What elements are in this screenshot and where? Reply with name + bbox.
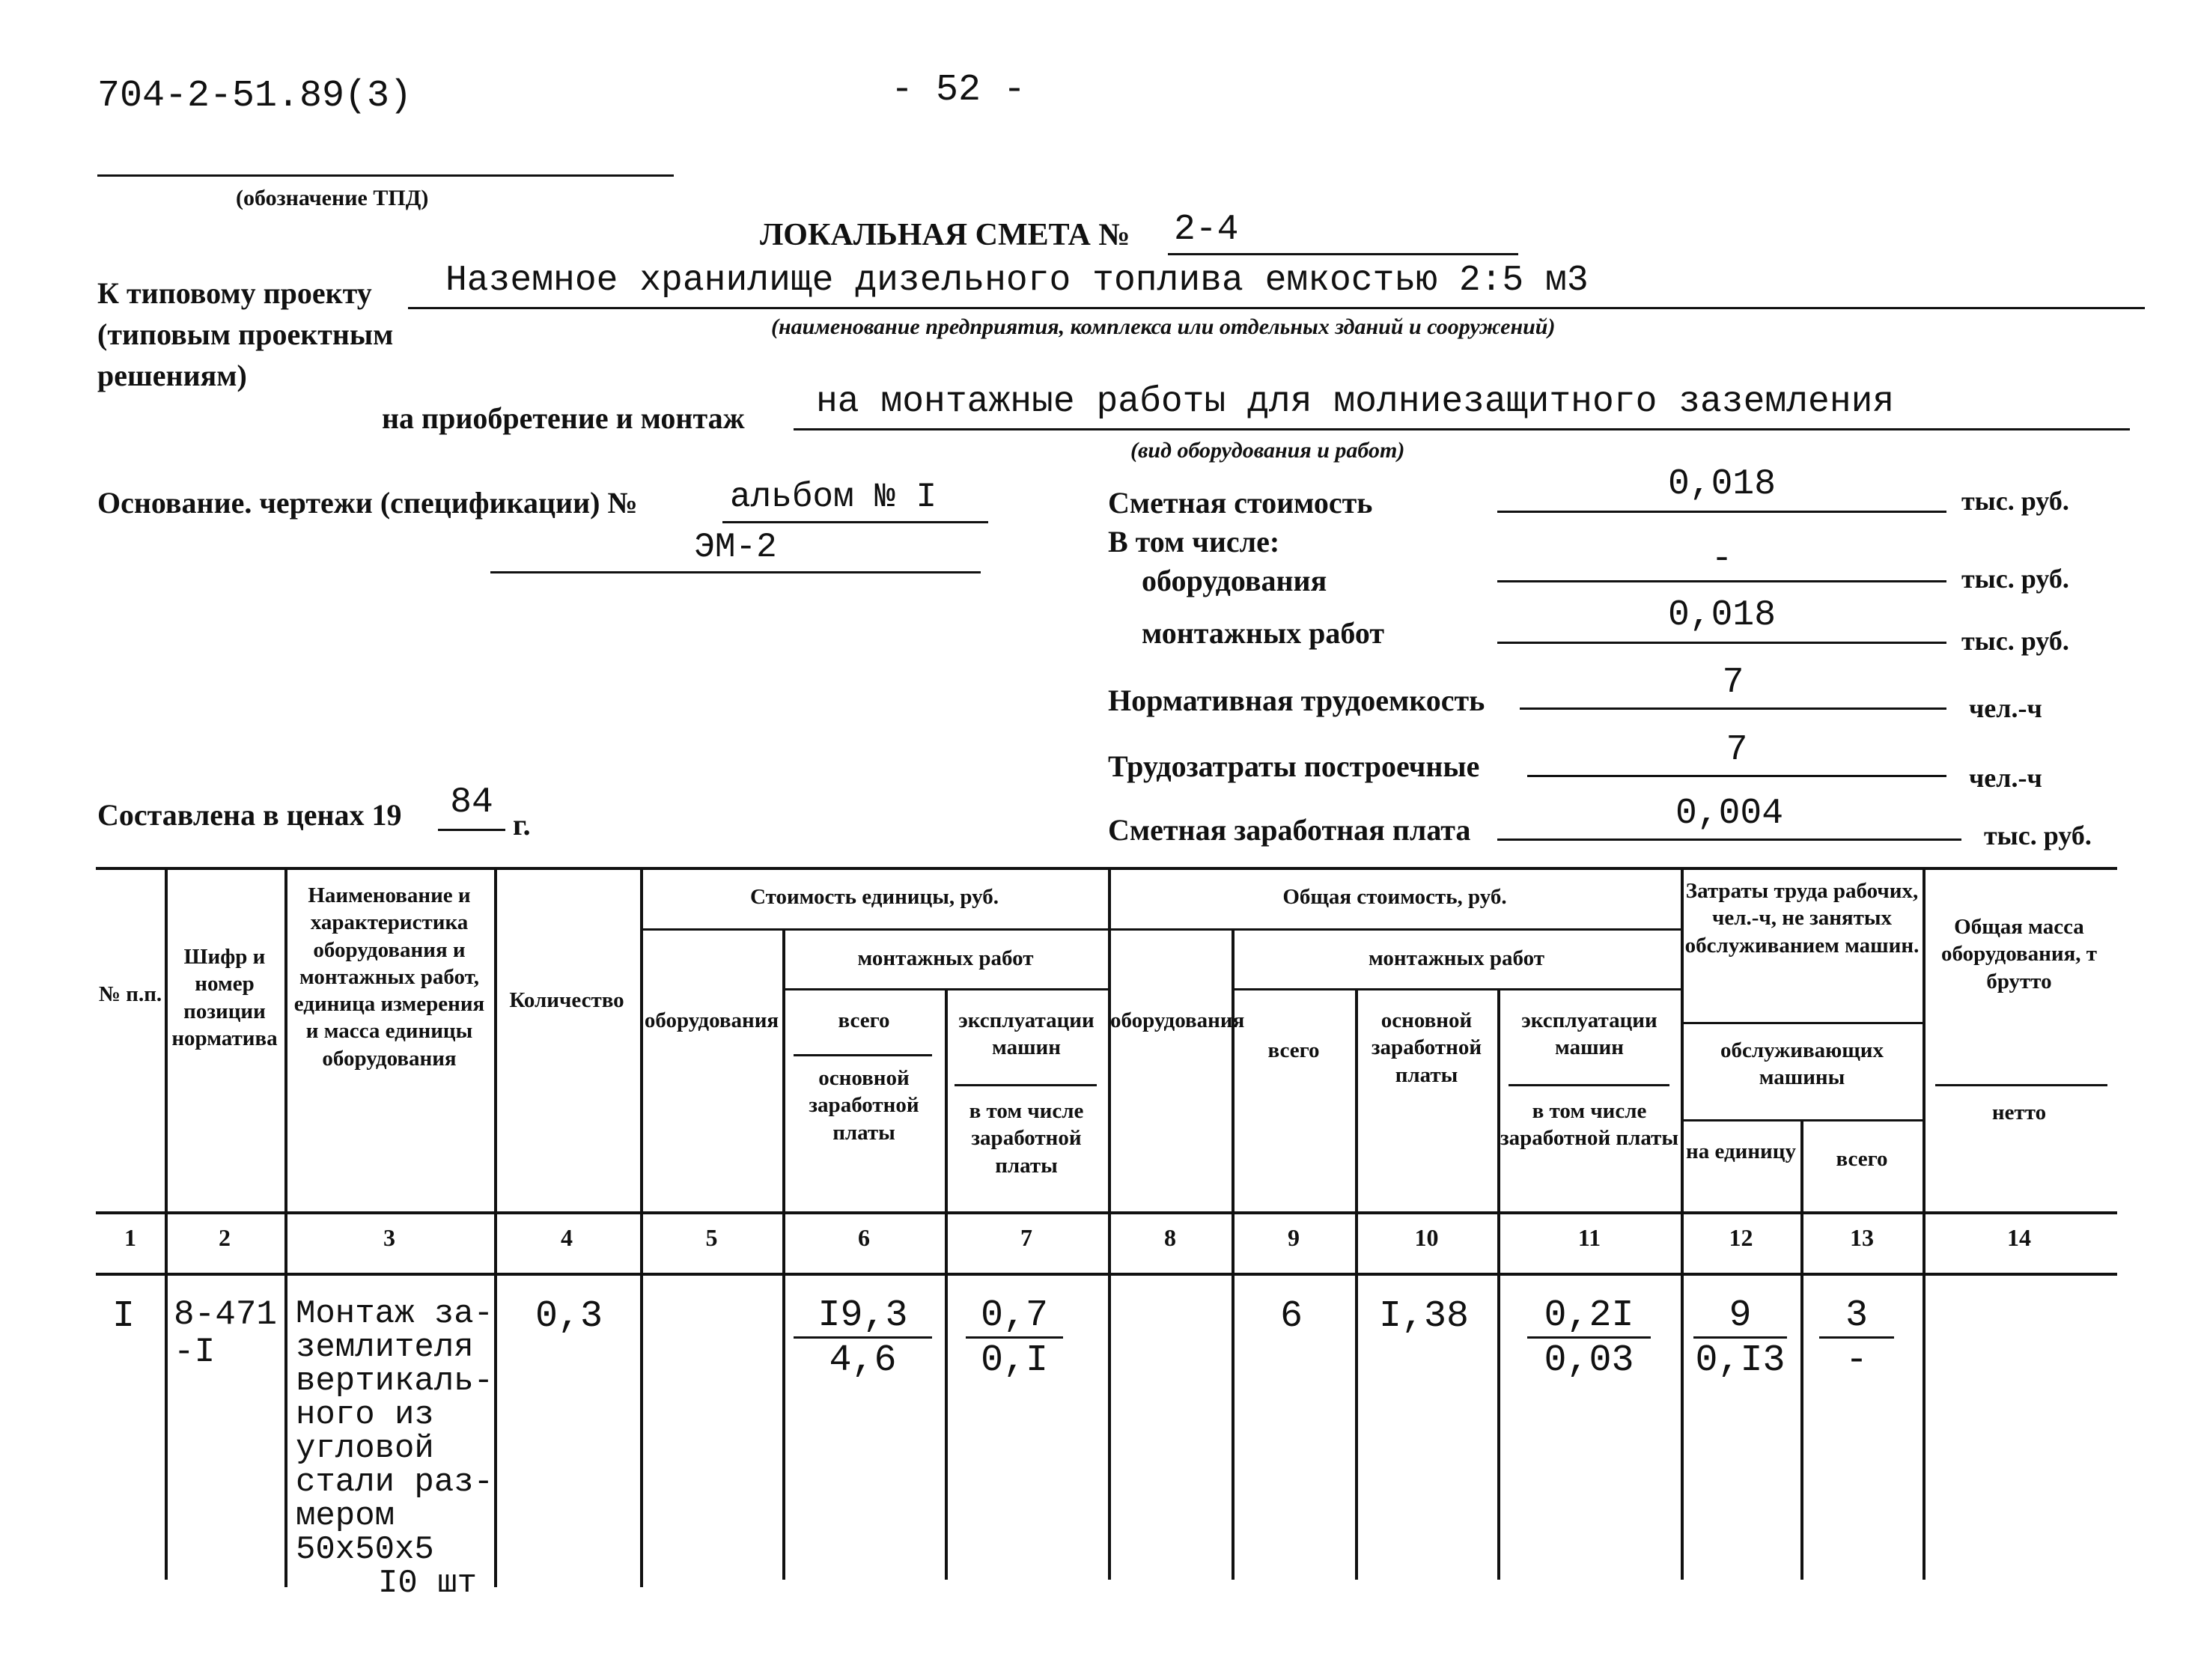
project-caption: (наименование предприятия, комплекса или отдельных зданий и сооружений)	[771, 314, 1556, 339]
row-name-line: стали раз-	[296, 1464, 494, 1501]
header-total-machines-wage: в том числе заработной платы	[1500, 1099, 1679, 1151]
header-mass-gross: Общая масса оборудования, т брутто	[1941, 915, 2097, 993]
row-unit-mount-wage: 4,6	[829, 1339, 897, 1382]
summary-label-0: Сметная стоимость	[1108, 486, 1373, 520]
header-code: Шифр и номер позиции норматива	[171, 945, 278, 1050]
numbers-bottom-border	[96, 1273, 2117, 1276]
project-label-3: решениям)	[97, 359, 247, 392]
header-unit-machines: эксплуатации машин	[958, 1008, 1095, 1060]
row-labor-per-unit-machines: 0,I3	[1695, 1339, 1786, 1382]
column-number: 1	[124, 1224, 136, 1251]
column-number: 14	[2007, 1224, 2031, 1251]
row-number: I	[112, 1295, 136, 1338]
header-total-wage: основной заработной платы	[1371, 1008, 1482, 1087]
column-number: 4	[561, 1224, 573, 1251]
header-unit-mount-total: всего	[838, 1008, 890, 1032]
header-unit-cost: Стоимость единицы, руб.	[750, 885, 999, 909]
row-unit-mount-total: I9,3	[794, 1295, 932, 1339]
project-value: Наземное хранилище дизельного топлива емкостью 2:5 м3	[408, 261, 2145, 309]
summary-label-4: Нормативная трудоемкость	[1108, 684, 1485, 717]
column-number: 6	[858, 1224, 870, 1251]
header-unit-mount: монтажных работ	[857, 946, 1034, 970]
column-number: 13	[1850, 1224, 1874, 1251]
row-name-line: ного из	[296, 1396, 434, 1434]
purchase-label: на приобретение и монтаж	[382, 401, 745, 435]
tpd-caption: (обозначение ТПД)	[236, 186, 429, 210]
row-divider	[1232, 988, 1681, 990]
summary-value-3: 0,018	[1497, 595, 1946, 644]
header-labor-per-unit: на единицу	[1686, 1139, 1796, 1163]
project-label-1: К типовому проекту	[97, 276, 372, 310]
prices-label: Составлена в ценах 19	[97, 798, 402, 832]
summary-label-3: монтажных работ	[1142, 616, 1385, 650]
header-unit-mount-wage: основной заработной платы	[809, 1066, 919, 1145]
header-mass-net: нетто	[1991, 1101, 2047, 1124]
header-labor: Затраты труда рабочих, чел.-ч, не занятых обслуживанием машин.	[1684, 879, 1920, 958]
header-total-mount: монтажных работ	[1369, 946, 1544, 970]
summary-unit-6: тыс. руб.	[1984, 821, 2092, 850]
header-total-equipment: оборудования	[1110, 1008, 1245, 1032]
summary-value-4: 7	[1520, 663, 1946, 710]
column-number: 9	[1288, 1224, 1300, 1251]
row-total-machines	[1527, 1295, 1651, 1384]
prices-year: 84	[438, 782, 505, 831]
row-name-line: I0 шт	[378, 1565, 478, 1602]
col-divider	[945, 988, 948, 1580]
row-total-machines-wage: 0,03	[1544, 1339, 1634, 1382]
page-number: - 52 -	[891, 69, 1026, 112]
row-name-line: 50х50х5	[296, 1531, 434, 1568]
basis-value-1: альбом № I	[722, 478, 988, 523]
row-total-mount: 6	[1280, 1295, 1303, 1338]
purchase-caption: (вид оборудования и работ)	[1130, 438, 1405, 463]
row-labor-total-machines: -	[1845, 1339, 1868, 1382]
summary-value-6: 0,004	[1497, 794, 1961, 841]
summary-value-2: -	[1497, 539, 1946, 582]
row-divider	[1509, 1084, 1669, 1086]
row-divider	[1935, 1084, 2107, 1086]
header-labor-total: всего	[1836, 1147, 1888, 1171]
column-number: 11	[1577, 1224, 1601, 1251]
row-name-line: Монтаж за-	[296, 1295, 494, 1333]
summary-unit-0: тыс. руб.	[1961, 486, 2069, 516]
row-code-2: -I	[174, 1333, 216, 1372]
header-total-machines: эксплуатации машин	[1521, 1008, 1657, 1060]
document-code: 704-2-51.89(3)	[97, 75, 413, 118]
summary-unit-4: чел.-ч	[1969, 693, 2042, 723]
purchase-value: на монтажные работы для молниезащитного заземления	[794, 382, 2130, 430]
summary-value-0: 0,018	[1497, 464, 1946, 513]
column-number: 12	[1729, 1224, 1753, 1251]
row-divider	[794, 1054, 932, 1056]
row-name-line: мером	[296, 1497, 395, 1535]
row-labor-total	[1819, 1295, 1894, 1384]
row-unit-mount	[794, 1295, 932, 1384]
row-labor-total-value: 3	[1819, 1295, 1894, 1339]
row-total-machines-total: 0,2I	[1527, 1295, 1651, 1339]
header-unit-equipment: оборудования	[644, 1008, 779, 1032]
row-labor-per-unit-value: 9	[1693, 1295, 1787, 1339]
row-unit-machines	[966, 1295, 1063, 1384]
header-bottom-border	[96, 1211, 2117, 1214]
row-quantity: 0,3	[535, 1295, 603, 1338]
summary-label-1: В том числе:	[1108, 525, 1280, 559]
row-unit-machines-wage: 0,I	[980, 1339, 1048, 1382]
row-code-1: 8-471	[174, 1295, 278, 1334]
row-name-line: вертикаль-	[296, 1363, 494, 1400]
col-divider	[1800, 1119, 1803, 1580]
header-num: № п.п.	[98, 982, 162, 1006]
summary-unit-5: чел.-ч	[1969, 763, 2042, 793]
table-top-border	[96, 867, 2117, 870]
summary-label-5: Трудозатраты построечные	[1108, 749, 1480, 783]
basis-label: Основание. чертежи (спецификации) №	[97, 486, 638, 520]
column-number: 5	[705, 1224, 718, 1251]
row-divider	[640, 928, 1681, 931]
row-total-wage: I,38	[1379, 1295, 1470, 1338]
column-number: 7	[1020, 1224, 1032, 1251]
project-label-2: (типовым проектным	[97, 317, 394, 351]
estimate-title: ЛОКАЛЬНАЯ СМЕТА №	[760, 218, 1130, 252]
estimate-number: 2-4	[1168, 210, 1518, 255]
row-name-line: землителя	[296, 1329, 474, 1366]
tpd-underline	[97, 174, 674, 177]
summary-label-2: оборудования	[1142, 564, 1327, 597]
row-unit-machines-total: 0,7	[966, 1295, 1063, 1339]
header-quantity: Количество	[509, 988, 624, 1012]
header-total-cost: Общая стоимость, руб.	[1282, 885, 1507, 909]
column-number: 10	[1414, 1224, 1439, 1251]
row-divider	[955, 1084, 1097, 1086]
summary-unit-2: тыс. руб.	[1961, 564, 2069, 594]
column-number: 3	[383, 1224, 395, 1251]
col-divider	[1497, 988, 1500, 1580]
header-name: Наименование и характеристика оборудования и монтажных работ, единица измерения и масса единицы оборудования	[293, 883, 485, 1071]
row-name-line: угловой	[296, 1430, 434, 1467]
row-labor-per-unit	[1693, 1295, 1787, 1384]
row-divider	[1681, 1022, 1923, 1024]
summary-value-5: 7	[1527, 730, 1946, 777]
prices-suffix: г.	[513, 808, 531, 841]
basis-value-2: ЭМ-2	[490, 528, 981, 573]
column-number: 8	[1164, 1224, 1176, 1251]
header-labor-machines: обслуживающих машины	[1720, 1038, 1884, 1090]
summary-unit-3: тыс. руб.	[1961, 626, 2069, 656]
column-number: 2	[219, 1224, 231, 1251]
header-unit-machines-wage: в том числе заработной платы	[969, 1099, 1084, 1178]
header-total-mount-all: всего	[1267, 1038, 1320, 1062]
row-divider	[1681, 1119, 1923, 1121]
summary-label-6: Сметная заработная плата	[1108, 813, 1471, 847]
row-divider	[782, 988, 1108, 990]
